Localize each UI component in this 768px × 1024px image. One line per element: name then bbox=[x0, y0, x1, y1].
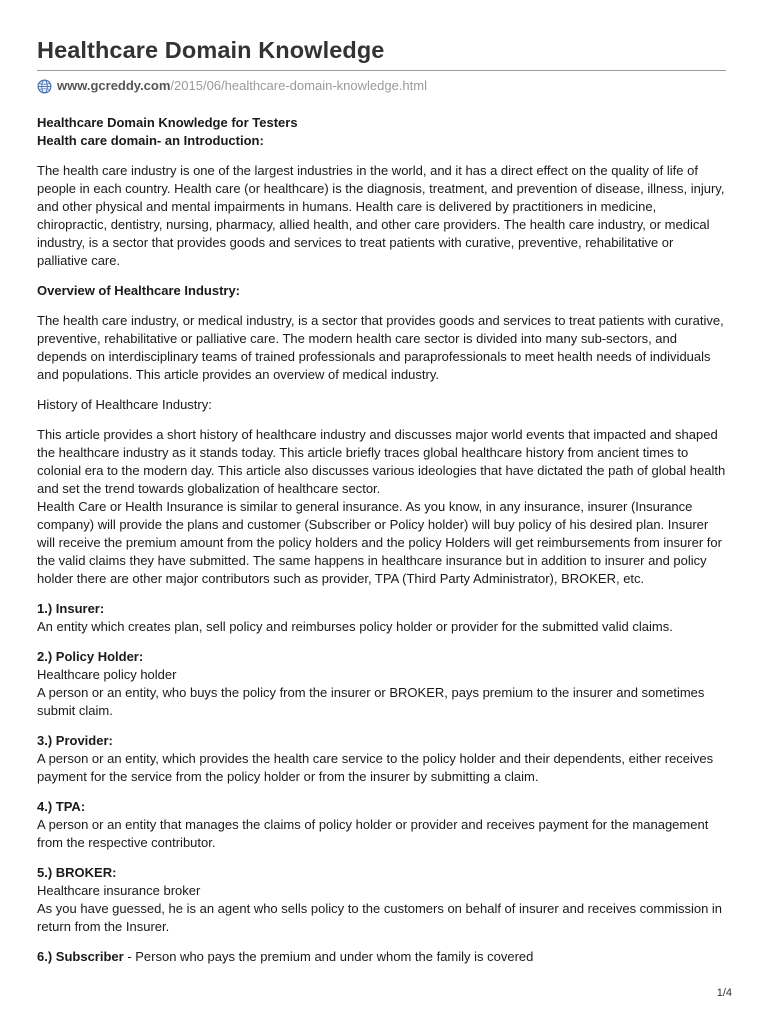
source-path[interactable]: /2015/06/healthcare-domain-knowledge.html bbox=[170, 78, 427, 93]
page-title: Healthcare Domain Knowledge bbox=[37, 37, 385, 63]
page-number: 1/4 bbox=[716, 987, 732, 999]
contributor-heading: 2.) Policy Holder: bbox=[37, 649, 144, 664]
history-paragraph-1: This article provides a short history of healthcare industry and discusses major world events that impacted and shaped the healthcare industry as it stands today. This article briefly traces global healthcare history from ancient times to colonial era to the modern day. This article also discusses various ideologies that have dictated the path of global health and set the trend towards globalization of healthcare sector. bbox=[37, 427, 726, 496]
contributor-subtitle: Healthcare policy holder bbox=[37, 667, 177, 682]
intro-subheading: Health care domain- an Introduction: bbox=[37, 133, 264, 148]
contributor-heading: 1.) Insurer: bbox=[37, 601, 105, 616]
contributor-heading: 3.) Provider: bbox=[37, 733, 113, 748]
contributor-text: An entity which creates plan, sell policy and reimburses policy holder or provider for the submitted valid claims. bbox=[37, 619, 673, 634]
overview-paragraph: The health care industry, or medical industry, is a sector that provides goods and services to treat patients with curative, preventive, rehabilitative or palliative care. The modern health care sector is divided into many sub-sectors, and depends on interdisciplinary teams of trained professionals and paraprofessionals to meet health needs of individuals and populations. This article provides an overview of medical industry. bbox=[37, 313, 724, 382]
document-page bbox=[37, 0, 726, 966]
title-divider bbox=[37, 70, 726, 71]
globe-icon bbox=[37, 79, 52, 94]
contributor-policy-holder bbox=[37, 648, 726, 720]
contributor-heading: 4.) TPA: bbox=[37, 799, 86, 814]
article-body bbox=[37, 114, 726, 966]
contributor-text: A person or an entity that manages the claims of policy holder or provider and receives payment for the management from the respective contributor. bbox=[37, 817, 709, 850]
contributor-tpa bbox=[37, 798, 726, 852]
contributor-text: As you have guessed, he is an agent who sells policy to the customers on behalf of insurer and receives commission in return from the Insurer. bbox=[37, 901, 723, 934]
subscriber-label: 6.) Subscriber bbox=[37, 949, 124, 964]
contributor-broker bbox=[37, 864, 726, 936]
contributor-text: A person or an entity, which provides the health care service to the policy holder and their dependents, either receives payment for the service from the policy holder or from the insurer by submitting a claim. bbox=[37, 751, 714, 784]
history-heading: History of Healthcare Industry: bbox=[37, 397, 212, 412]
source-domain[interactable]: www.gcreddy.com bbox=[57, 78, 171, 93]
source-url[interactable] bbox=[37, 78, 726, 94]
contributor-subscriber bbox=[37, 948, 726, 966]
history-paragraph-2: Health Care or Health Insurance is similar to general insurance. As you know, in any insurance, insurer (Insurance company) will provide the plans and customer (Subscriber or Policy holder) will buy policy of his desired plan. Insurer will receive the premium amount from the policy holders and the policy Holders will get reimbursements from insurer for the valid claims they have submitted. The same happens in healthcare insurance but in addition to insurer and policy holder there are other major contributors such as provider, TPA (Third Party Administrator), BROKER, etc. bbox=[37, 499, 722, 586]
contributor-text: A person or an entity, who buys the policy from the insurer or BROKER, pays premium to the insurer and sometimes submit claim. bbox=[37, 685, 705, 718]
contributor-subtitle: Healthcare insurance broker bbox=[37, 883, 201, 898]
contributor-provider bbox=[37, 732, 726, 786]
contributor-heading: 5.) BROKER: bbox=[37, 865, 117, 880]
intro-paragraph: The health care industry is one of the largest industries in the world, and it has a direct effect on the quality of life of people in each country. Health care (or healthcare) is the diagnosis, treatment, and prevention of disease, illness, injury, and other physical and mental impairments in humans. Health care is delivered by practitioners in medicine, chiropractic, dentistry, nursing, pharmacy, allied health, and other care providers. The health care industry, or medical industry, is a sector that provides goods and services to treat patients with curative, preventive, rehabilitative or palliative care. bbox=[37, 163, 725, 268]
overview-heading: Overview of Healthcare Industry: bbox=[37, 283, 241, 298]
intro-heading: Healthcare Domain Knowledge for Testers bbox=[37, 115, 298, 130]
contributor-insurer bbox=[37, 600, 726, 636]
subscriber-text: - Person who pays the premium and under whom the family is covered bbox=[123, 949, 534, 964]
